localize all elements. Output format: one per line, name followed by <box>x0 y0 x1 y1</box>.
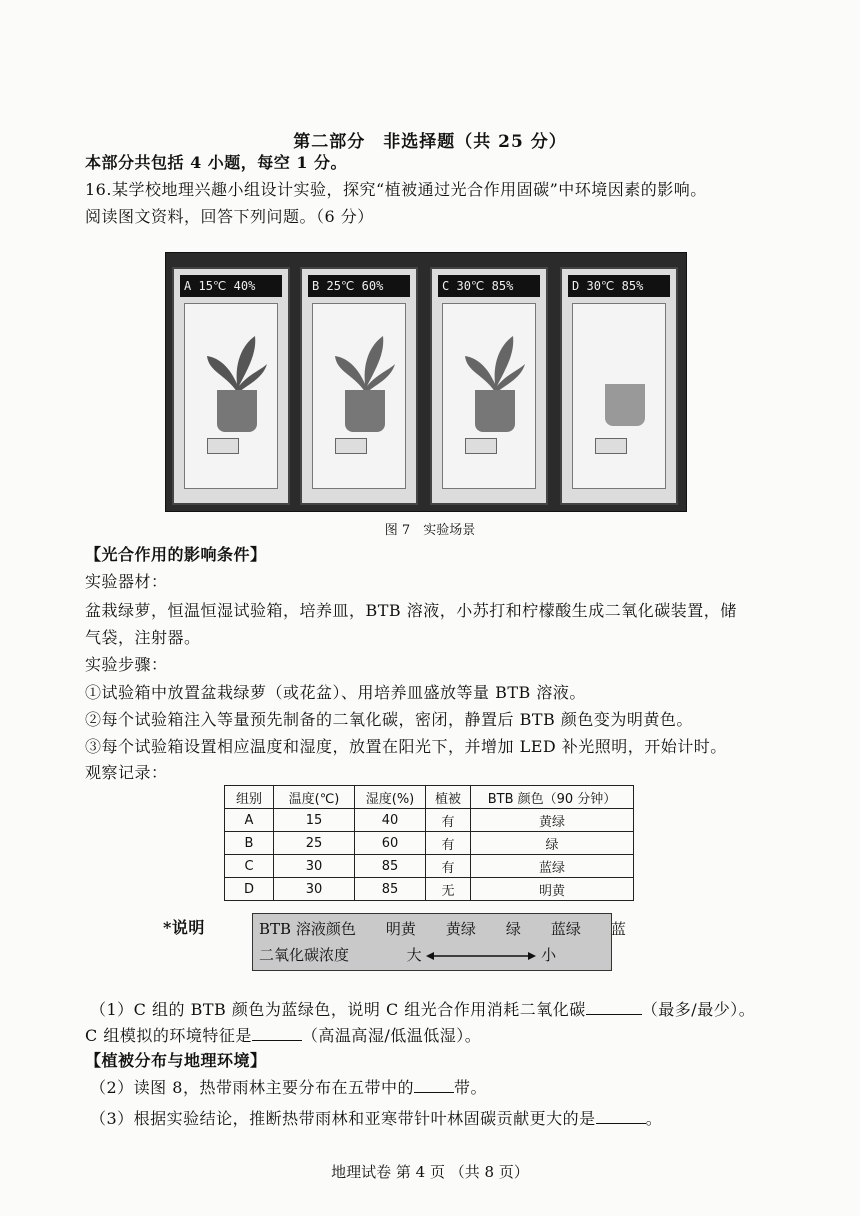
answer-blank[interactable] <box>414 1092 454 1093</box>
table-row <box>225 855 634 878</box>
petri-dish <box>465 438 497 454</box>
table-cell: 绿 <box>471 832 634 855</box>
table-cell: 有 <box>426 809 471 832</box>
question-3: （3）根据实验结论，推断热带雨林和亚寒带针叶林固碳贡献更大的是 。 <box>90 1109 663 1128</box>
table-cell: 85 <box>355 855 426 878</box>
cabinet-b <box>300 267 418 505</box>
btb-color-legend <box>252 913 626 971</box>
table-cell: 85 <box>355 878 426 901</box>
cabinet-b-display: B 25℃ 60% <box>308 275 410 297</box>
petri-dish <box>335 438 367 454</box>
flower-pot <box>475 390 515 432</box>
cabinet-a-display: A 15℃ 40% <box>180 275 282 297</box>
table-header: 温度(℃) <box>274 786 355 809</box>
table-cell: D <box>225 878 274 901</box>
step-3: ③每个试验箱设置相应温度和湿度，放置在阳光下，并增加 LED 补光照明，开始计时。 <box>85 737 727 756</box>
materials-line1: 盆栽绿萝，恒温恒湿试验箱，培养皿，BTB 溶液，小苏打和柠檬酸生成二氧化碳装置，储 <box>85 601 737 620</box>
figure-caption: 图 7 实验场景 <box>384 523 476 538</box>
observation-table <box>224 785 634 901</box>
question-16-stem-line1: 16.某学校地理兴趣小组设计实验，探究“植被通过光合作用固碳”中环境因素的影响。 <box>85 180 707 199</box>
flower-pot <box>217 390 257 432</box>
page-footer: 地理试卷 第 4 页 （共 8 页） <box>331 1163 529 1181</box>
materials-line2: 气袋，注射器。 <box>85 628 201 647</box>
table-cell: 30 <box>274 878 355 901</box>
table-cell: 25 <box>274 832 355 855</box>
step-2: ②每个试验箱注入等量预先制备的二氧化碳，密闭，静置后 BTB 颜色变为明黄色。 <box>85 710 693 729</box>
table-cell: 40 <box>355 809 426 832</box>
answer-blank[interactable] <box>596 1123 646 1124</box>
table-cell: C <box>225 855 274 878</box>
table-header: 湿度(%) <box>355 786 426 809</box>
table-row <box>225 809 634 832</box>
steps-label: 实验步骤： <box>85 655 168 674</box>
table-cell: 15 <box>274 809 355 832</box>
legend-high-label: 大 <box>406 946 422 964</box>
question-1-b: C 组模拟的环境特征是 （高温高湿/低温低湿）。 <box>85 1026 482 1045</box>
table-header: 组别 <box>225 786 274 809</box>
legend-color-row: BTB 溶液颜色 明黄 黄绿 绿 蓝绿 蓝 <box>259 920 626 938</box>
section-title: 第二部分 非选择题（共 25 分） <box>293 132 567 152</box>
table-cell: 无 <box>426 878 471 901</box>
petri-dish <box>207 438 239 454</box>
table-header: BTB 颜色（90 分钟） <box>471 786 634 809</box>
question-16-stem-line2: 阅读图文资料，回答下列问题。（6 分） <box>85 207 374 226</box>
table-header-row <box>225 786 634 809</box>
heading-vegetation: 【植被分布与地理环境】 <box>85 1051 267 1070</box>
table-cell: B <box>225 832 274 855</box>
legend-co2-row <box>259 944 556 965</box>
table-header: 植被 <box>426 786 471 809</box>
table-cell: 明黄 <box>471 878 634 901</box>
cabinet-d <box>560 267 678 505</box>
cabinet-c-display: C 30℃ 85% <box>438 275 540 297</box>
table-cell: 黄绿 <box>471 809 634 832</box>
step-1: ①试验箱中放置盆栽绿萝（或花盆）、用培养皿盛放等量 BTB 溶液。 <box>85 683 586 702</box>
question-2: （2）读图 8，热带雨林主要分布在五带中的 带。 <box>90 1078 487 1097</box>
table-cell: 有 <box>426 855 471 878</box>
table-cell: 蓝绿 <box>471 855 634 878</box>
legend-co2-label: 二氧化碳浓度 <box>259 946 350 964</box>
plant-icon <box>333 334 397 392</box>
note-label: *说明 <box>163 918 205 937</box>
answer-blank[interactable] <box>252 1040 302 1041</box>
table-row <box>225 832 634 855</box>
materials-label: 实验器材： <box>85 572 168 591</box>
table-row <box>225 878 634 901</box>
legend-low-label: 小 <box>541 946 557 964</box>
section-intro: 本部分共包括 4 小题，每空 1 分。 <box>85 153 348 172</box>
plant-icon <box>205 334 269 392</box>
observation-label: 观察记录： <box>85 763 168 782</box>
flower-pot <box>605 384 645 426</box>
table-cell: A <box>225 809 274 832</box>
cabinet-d-display: D 30℃ 85% <box>568 275 670 297</box>
heading-photosynthesis: 【光合作用的影响条件】 <box>85 545 267 564</box>
question-1: （1）C 组的 BTB 颜色为蓝绿色，说明 C 组光合作用消耗二氧化碳 （最多/最少）。 <box>90 1000 756 1019</box>
table-cell: 有 <box>426 832 471 855</box>
plant-icon <box>463 334 527 392</box>
table-cell: 60 <box>355 832 426 855</box>
experiment-photo <box>165 252 687 512</box>
cabinet-c <box>430 267 548 505</box>
double-arrow-icon <box>426 950 536 962</box>
petri-dish <box>595 438 627 454</box>
table-cell: 30 <box>274 855 355 878</box>
answer-blank[interactable] <box>586 1014 642 1015</box>
flower-pot <box>345 390 385 432</box>
cabinet-a <box>172 267 290 505</box>
